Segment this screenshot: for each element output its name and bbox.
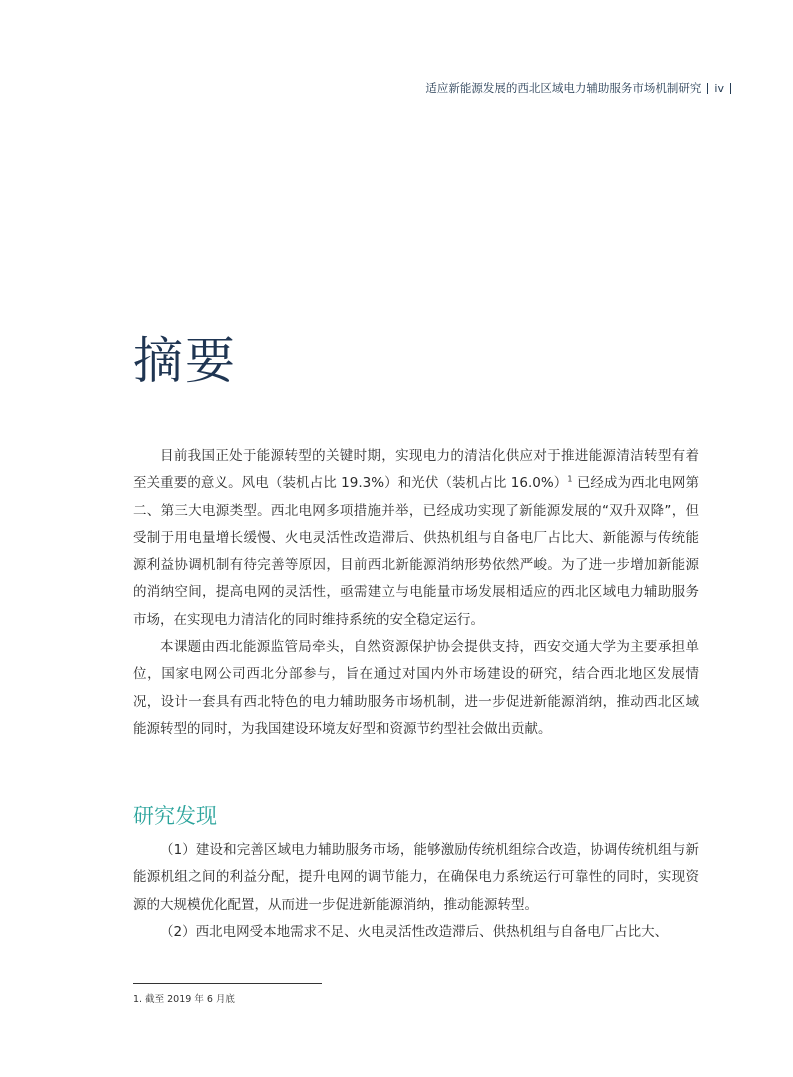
header-divider-right bbox=[730, 83, 731, 94]
summary-paragraph-2: 本课题由西北能源监管局牵头，自然资源保护协会提供支持，西安交通大学为主要承担单位，国家电网公司西北分部参与，旨在通过对国内外市场建设的研究，结合西北地区发展情况，设计一套具有西北特色的电力辅助服务市场机制，进一步促进新能源消纳，推动西北区域能源转型的同时，为我国建设环境友好型和资源节约型社会做出贡献。 bbox=[133, 639, 699, 737]
summary-paragraph-1 bbox=[133, 443, 699, 634]
finding-item-1: （1）建设和完善区域电力辅助服务市场，能够激励传统机组综合改造，协调传统机组与新能源机组之间的利益分配，提升电网的调节能力，在确保电力系统运行可靠性的同时，实现资源的大规模优化配置，从而进一步促进新能源消纳，推动能源转型。 bbox=[133, 842, 699, 913]
summary-paragraph-1-text-a: 目前我国正处于能源转型的关键时期，实现电力的清洁化供应对于推进能源清洁转型有着至关重要的意义。风电（装机占比 19.3%）和光伏（装机占比 16.0%） bbox=[133, 448, 699, 492]
findings-heading: 研究发现 bbox=[133, 804, 217, 828]
running-header bbox=[425, 79, 737, 97]
findings-section bbox=[133, 837, 699, 946]
summary-section bbox=[133, 443, 699, 743]
footnote-text: 截至 2019 年 6 月底 bbox=[145, 994, 235, 1005]
footnote-divider bbox=[133, 983, 322, 984]
page-number: iv bbox=[714, 81, 724, 95]
page-title: 摘要 bbox=[133, 332, 237, 390]
running-title: 适应新能源发展的西北区域电力辅助服务市场机制研究 bbox=[425, 81, 702, 95]
finding-item-2: （2）西北电网受本地需求不足、火电灵活性改造滞后、供热机组与自备电厂占比大、 bbox=[160, 923, 669, 940]
footnote-number: 1. bbox=[133, 994, 143, 1005]
header-divider-left bbox=[707, 83, 708, 94]
footnote bbox=[133, 991, 235, 1005]
summary-paragraph-1-text-b: 已经成为西北电网第二、第三大电源类型。西北电网多项措施并举，已经成功实现了新能源发展的“双升双降”，但受制于用电量增长缓慢、火电灵活性改造滞后、供热机组与自备电厂占比大、新能源与传统能源利益协调机制有待完善等原因，目前西北新能源消纳形势依然严峻。为了进一步增加新能源的消纳空间，提高电网的灵活性，亟需建立与电能量市场发展相适应的西北区域电力辅助服务市场，在实现电力清洁化的同时维持系统的安全稳定运行。 bbox=[133, 475, 699, 628]
footnote-reference[interactable]: 1 bbox=[567, 474, 573, 484]
